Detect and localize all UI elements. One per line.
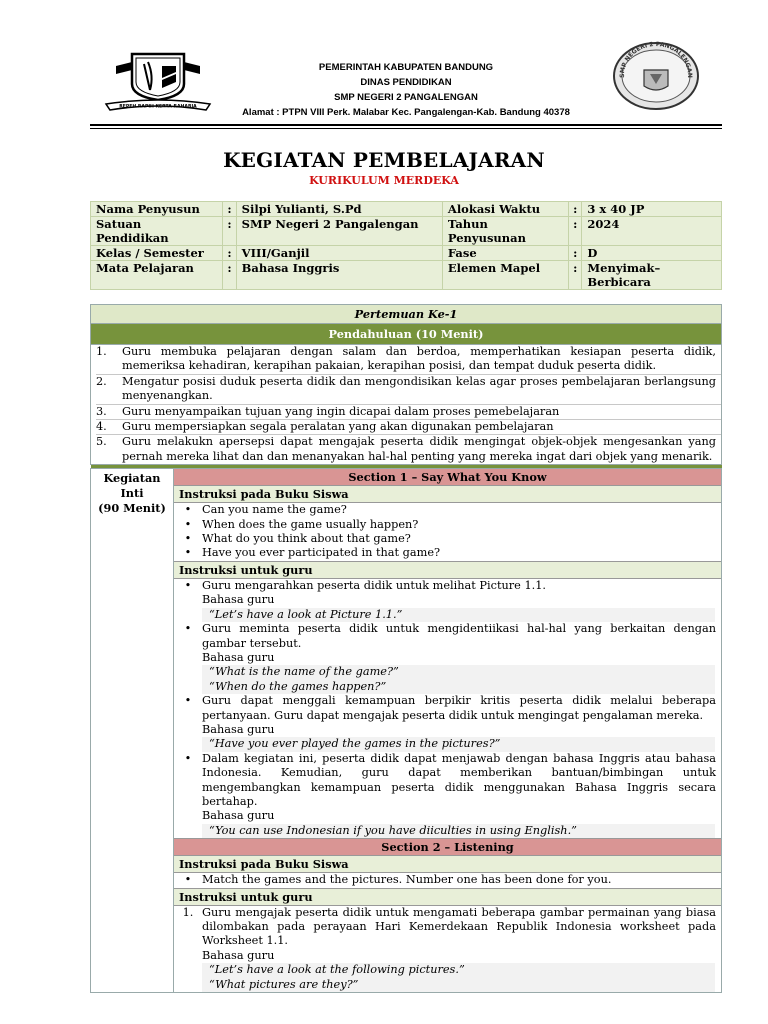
identity-row bbox=[91, 202, 722, 217]
letterhead-line-school: SMP NEGERI 2 PANGALENGAN bbox=[334, 92, 478, 103]
letterhead-line-department: DINAS PENDIDIKAN bbox=[360, 77, 452, 88]
item-text: Guru mengajak peserta didik untuk mengamati beberapa gambar permainan yang biasa dilombakan pada perayaan Hari Kemerdekaan Republik Indonesia worksheet pada Worksheet 1.1. bbox=[202, 905, 716, 948]
list-item bbox=[174, 503, 721, 517]
bullet-icon: • bbox=[184, 517, 192, 531]
identity-key: Satuan Pendidikan bbox=[91, 217, 223, 246]
bullet-icon: • bbox=[184, 546, 192, 560]
teacher-quote: “What is the name of the game?” bbox=[202, 665, 715, 679]
identity-colon: : bbox=[569, 261, 582, 290]
identity-colon: : bbox=[569, 246, 582, 261]
core-label-line: Kegiatan bbox=[103, 471, 161, 486]
list-item bbox=[174, 622, 721, 651]
svg-text:REPEH RAPIH KERTA RAHARJA: REPEH RAPIH KERTA RAHARJA bbox=[119, 104, 197, 110]
item-text: Have you ever participated in that game? bbox=[202, 546, 441, 560]
identity-value: Bahasa Inggris bbox=[236, 261, 442, 290]
item-text: Guru melakukn apersepsi dapat mengajak peserta didik mengingat objek-objek mengesankan yang pernah mereka lihat dan dan menanyakan hal-hal penting yang mereka ingat dari objek yang menarik. bbox=[122, 435, 716, 463]
item-text: Guru meminta peserta didik untuk mengidentiikasi hal-hal yang berkaitan dengan gambar tersebut. bbox=[202, 622, 716, 650]
bullet-icon: • bbox=[184, 694, 192, 708]
identity-value: VIII/Ganjil bbox=[236, 246, 442, 261]
core-label-line: (90 Menit) bbox=[98, 501, 166, 516]
item-text: Guru menyampaikan tujuan yang ingin dicapai dalam proses pemebelajaran bbox=[122, 404, 560, 418]
identity-key: Mata Pelajaran bbox=[91, 261, 223, 290]
teacher-quote: “Have you ever played the games in the pictures?” bbox=[202, 737, 715, 751]
item-number: 4. bbox=[96, 420, 107, 434]
item-number: 1. bbox=[182, 905, 194, 919]
core-label-line: Inti bbox=[120, 486, 144, 501]
identity-row bbox=[91, 261, 722, 290]
list-item bbox=[96, 375, 721, 405]
identity-colon: : bbox=[223, 261, 236, 290]
list-item bbox=[174, 873, 721, 887]
item-text: Guru dapat menggali kemampuan berpikir kritis peserta didik melalui beberapa pertanyaan. Guru dapat mengajak peserta didik untuk mengingat pengalaman mereka. bbox=[202, 694, 716, 722]
bullet-icon: • bbox=[184, 751, 192, 765]
teacher-quote: “Let’s have a look at the following pictures.” bbox=[202, 963, 715, 977]
teacher-quote: “What pictures are they?” bbox=[202, 978, 715, 992]
teacher-instruction-list bbox=[174, 579, 721, 838]
identity-colon: : bbox=[223, 202, 236, 217]
intro-list-cell bbox=[91, 345, 722, 465]
item-number: 5. bbox=[96, 435, 107, 449]
intro-list bbox=[96, 345, 721, 464]
teacher-language-label: Bahasa guru bbox=[202, 593, 275, 607]
item-text: Match the games and the pictures. Number one has been done for you. bbox=[202, 873, 612, 887]
letterhead-line-government: PEMERINTAH KABUPATEN BANDUNG bbox=[318, 62, 494, 73]
identity-value: 3 x 40 JP bbox=[582, 202, 722, 217]
identity-colon: : bbox=[223, 217, 236, 246]
identity-row bbox=[91, 246, 722, 261]
list-item bbox=[96, 435, 721, 464]
list-item bbox=[174, 546, 721, 560]
meeting-label: Pertemuan Ke-1 bbox=[91, 305, 722, 324]
identity-colon: : bbox=[223, 246, 236, 261]
identity-row bbox=[91, 217, 722, 246]
identity-value: Silpi Yulianti, S.Pd bbox=[236, 202, 442, 217]
bullet-icon: • bbox=[184, 503, 192, 517]
list-item bbox=[174, 752, 721, 810]
identity-key: Tahun Penyusunan bbox=[442, 217, 568, 246]
list-item bbox=[174, 518, 721, 532]
identity-key: Alokasi Waktu bbox=[442, 202, 568, 217]
list-item bbox=[96, 405, 721, 420]
identity-table bbox=[90, 201, 722, 290]
letterhead-rule-thick bbox=[90, 124, 722, 126]
identity-key: Elemen Mapel bbox=[442, 261, 568, 290]
item-text: Dalam kegiatan ini, peserta didik dapat menjawab dengan bahasa Inggris atau bahasa Indonesia. Kemudian, guru dapat memberikan bantuan/bimbingan untuk mengembangkan kemampuan peserta didik menggunakan Bahasa Inggris secara bertahap. bbox=[202, 751, 716, 808]
identity-colon: : bbox=[569, 217, 582, 246]
core-activity-label bbox=[91, 469, 174, 993]
item-text: Can you name the game? bbox=[202, 503, 347, 517]
core-activity-content bbox=[174, 469, 722, 993]
teacher-quote: “Let’s have a look at Picture 1.1.” bbox=[202, 608, 715, 622]
teacher-quote: “You can use Indonesian if you have diiculties in using English.” bbox=[202, 824, 715, 838]
item-text: What do you think about that game? bbox=[202, 532, 411, 546]
letterhead-line-address: Alamat : PTPN VIII Perk. Malabar Kec. Pangalengan-Kab. Bandung 40378 bbox=[242, 107, 570, 118]
identity-value: D bbox=[582, 246, 722, 261]
teacher-instruction-head: Instruksi untuk guru bbox=[174, 561, 721, 579]
item-text: Mengatur posisi duduk peserta didik dan mengondisikan kelas agar proses pembelajaran berlangsung menyenangkan. bbox=[122, 374, 716, 403]
bullet-icon: • bbox=[184, 532, 192, 546]
identity-key: Kelas / Semester bbox=[91, 246, 223, 261]
item-text: Guru membuka pelajaran dengan salam dan berdoa, memperhatikan kesiapan peserta didik, memeriksa kehadiran, kerapihan pakaian, kerapihan posisi, dan tempat duduk peserta didik. bbox=[122, 345, 716, 373]
identity-colon: : bbox=[569, 202, 582, 217]
item-number: 1. bbox=[96, 345, 107, 358]
letterhead bbox=[90, 40, 722, 126]
document-subtitle: KURIKULUM MERDEKA bbox=[309, 174, 459, 187]
identity-key: Nama Penyusun bbox=[91, 202, 223, 217]
document-title: KEGIATAN PEMBELAJARAN bbox=[223, 148, 545, 172]
item-text: Guru mengarahkan peserta didik untuk melihat Picture 1.1. bbox=[202, 578, 547, 592]
identity-value: SMP Negeri 2 Pangalengan bbox=[236, 217, 442, 246]
school-seal bbox=[610, 40, 702, 112]
student-instruction-head: Instruksi pada Buku Siswa bbox=[174, 856, 721, 873]
list-item bbox=[174, 906, 721, 949]
teacher-language-label: Bahasa guru bbox=[202, 809, 275, 823]
list-item bbox=[96, 420, 721, 435]
list-item bbox=[174, 532, 721, 546]
list-item bbox=[174, 579, 721, 593]
teacher-language-label: Bahasa guru bbox=[202, 722, 275, 736]
bullet-icon: • bbox=[184, 622, 192, 636]
intro-header: Pendahuluan (10 Menit) bbox=[91, 324, 722, 345]
bullet-icon: • bbox=[184, 578, 192, 592]
list-item bbox=[96, 345, 721, 375]
list-item bbox=[174, 694, 721, 723]
item-text: Guru mempersiapkan segala peralatan yang akan digunakan pembelajaran bbox=[122, 420, 554, 434]
activity-table bbox=[90, 304, 722, 993]
item-text: When does the game usually happen? bbox=[202, 517, 419, 531]
teacher-quote: “When do the games happen?” bbox=[202, 680, 715, 694]
student-instruction-list bbox=[174, 503, 721, 561]
student-instruction-head: Instruksi pada Buku Siswa bbox=[174, 486, 721, 503]
letterhead-rule-thin bbox=[90, 128, 722, 129]
identity-value: 2024 bbox=[582, 217, 722, 246]
section-2-title: Section 2 – Listening bbox=[174, 838, 721, 856]
teacher-instruction-head: Instruksi untuk guru bbox=[174, 888, 721, 906]
svg-text:SMP NEGERI 2 PANGALENGAN: SMP NEGERI 2 PANGALENGAN bbox=[618, 40, 694, 78]
section-1-title: Section 1 – Say What You Know bbox=[174, 469, 721, 486]
teacher-language-label: Bahasa guru bbox=[202, 650, 275, 664]
identity-key: Fase bbox=[442, 246, 568, 261]
item-number: 2. bbox=[96, 374, 107, 388]
bullet-icon: • bbox=[184, 873, 192, 887]
item-number: 3. bbox=[96, 404, 107, 418]
identity-value: Menyimak–Berbicara bbox=[582, 261, 722, 290]
teacher-language-label: Bahasa guru bbox=[202, 948, 275, 962]
